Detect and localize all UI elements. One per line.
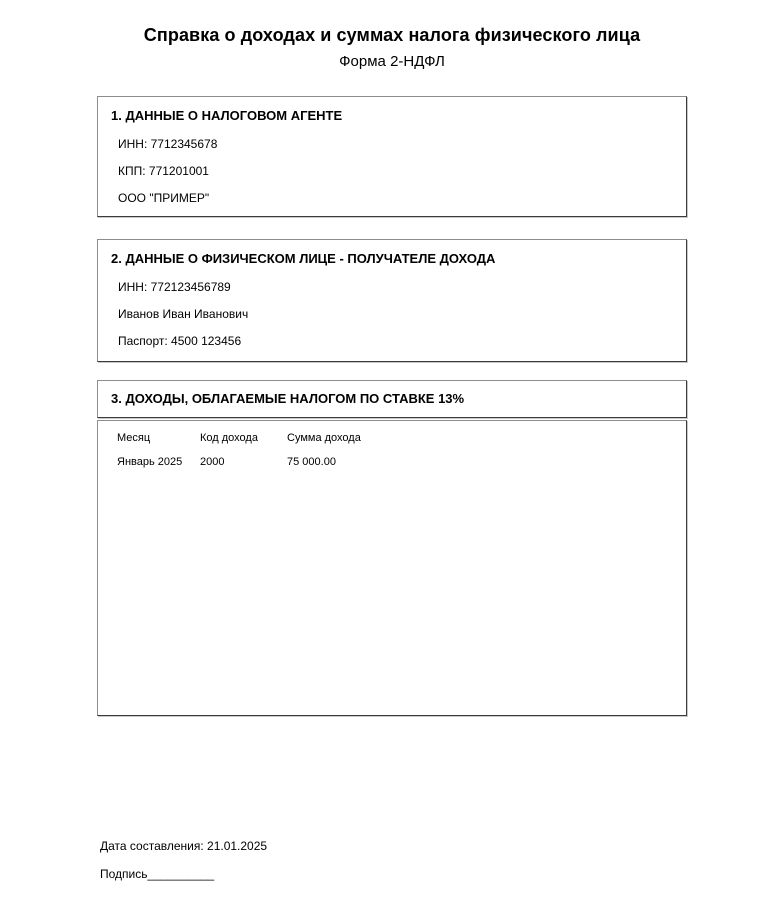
income-row-month: Январь 2025: [117, 456, 183, 468]
income-table-header-code: Код дохода: [200, 432, 258, 444]
individual-passport: Паспорт: 4500 123456: [118, 334, 242, 348]
income-row-code: 2000: [200, 456, 225, 468]
tax-agent-kpp: КПП: 771201001: [118, 164, 209, 178]
individual-inn: ИНН: 772123456789: [118, 280, 231, 294]
document-title: Справка о доходах и суммах налога физического лица: [143, 25, 641, 45]
income-table-box: [97, 420, 687, 716]
footer-date: Дата составления: 21.01.2025: [100, 839, 268, 853]
tax-agent-inn: ИНН: 7712345678: [118, 137, 218, 151]
section-individual-heading: 2. ДАННЫЕ О ФИЗИЧЕСКОМ ЛИЦЕ - ПОЛУЧАТЕЛЕ ДОХОДА: [111, 251, 496, 266]
income-table-header-row: [117, 431, 667, 445]
income-table-header-month: Месяц: [117, 432, 151, 444]
section-tax-agent: [97, 96, 687, 217]
section-income: [97, 380, 687, 716]
document-content: [97, 0, 687, 716]
income-table-header-amount: Сумма дохода: [287, 432, 361, 444]
individual-full-name: Иванов Иван Иванович: [118, 307, 249, 321]
tax-agent-name: ООО "ПРИМЕР": [118, 191, 210, 205]
section-tax-agent-heading: 1. ДАННЫЕ О НАЛОГОВОМ АГЕНТЕ: [111, 108, 343, 123]
document-footer: [100, 839, 267, 881]
section-individual: [97, 239, 687, 362]
income-row-amount: 75 000.00: [287, 456, 336, 468]
section-income-heading-box: [97, 380, 687, 418]
income-table-row: [117, 455, 667, 469]
section-income-heading: 3. ДОХОДЫ, ОБЛАГАЕМЫЕ НАЛОГОМ ПО СТАВКЕ 13%: [111, 391, 465, 406]
footer-signature-line: Подпись__________: [100, 867, 215, 881]
document-subtitle: Форма 2-НДФЛ: [339, 53, 445, 70]
